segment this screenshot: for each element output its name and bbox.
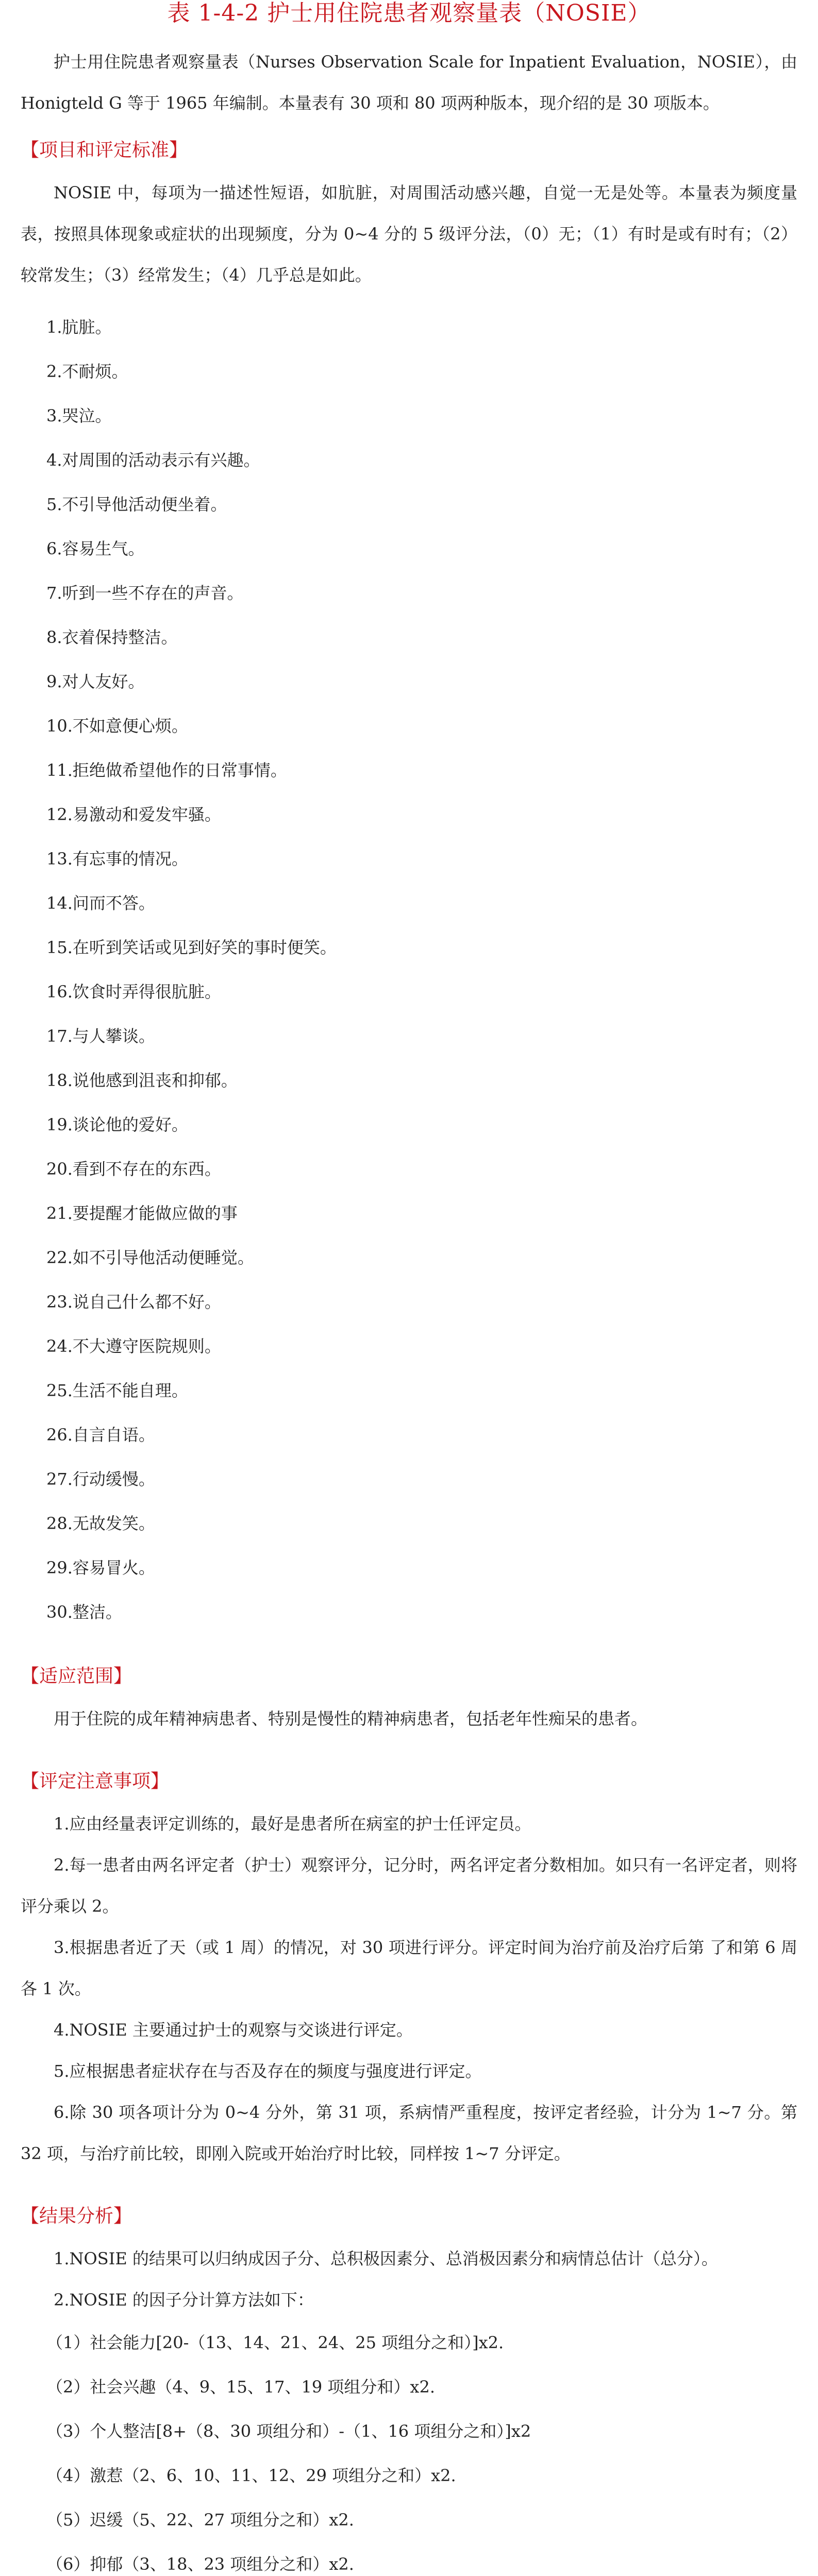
analysis-item: 2.NOSIE 的因子分计算方法如下： [54,2290,314,2310]
note-item: 3.根据患者近了天（或 1 周）的情况，对 30 项进行评分。评定时间为治疗前及治疗后第 了和第 6 周各 1 次。 [21,1938,797,1998]
items-list [21,305,797,1634]
list-item: 10.不如意便心烦。 [46,716,188,736]
analysis-item: 1.NOSIE 的结果可以归纳成因子分、总积极因素分、总消极因素分和病情总估计（总分）。 [54,2249,718,2268]
list-item: 8.衣着保持整洁。 [46,628,178,647]
note-item: 4.NOSIE 主要通过护士的观察与交谈进行评定。 [54,2020,413,2040]
list-item: 16.饮食时弄得很肮脏。 [46,982,221,1002]
factor-formula: （1）社会能力[20-（13、14、21、24、25 项组分之和）]x2. [46,2333,504,2352]
factor-formula: （2）社会兴趣（4、9、15、17、19 项组分和）x2. [46,2377,435,2397]
list-item: 6.容易生气。 [46,539,145,558]
note-item: 5.应根据患者症状存在与否及存在的频度与强度进行评定。 [54,2061,482,2081]
note-item: 2.每一患者由两名评定者（护士）观察评分，记分时，两名评定者分数相加。如只有一名评定者，则将评分乘以 2。 [21,1855,797,1916]
list-item: 26.自言自语。 [46,1425,155,1445]
list-item: 22.如不引导他活动便睡觉。 [46,1248,254,1267]
list-item: 14.问而不答。 [46,893,155,913]
intro-paragraph: 护士用住院患者观察量表（Nurses Observation Scale for Inpatient Evaluation，NOSIE），由 Honigteld G 等于 1965 年编制。本量表有 30 项和 80 项两种版本，现介绍的是 30 项版本。 [21,52,797,113]
factor-formula: （6）抑郁（3、18、23 项组分之和）x2. [46,2554,354,2574]
list-item: 23.说自己什么都不好。 [46,1292,221,1312]
document-title: 表 1-4-2 护士用住院患者观察量表（NOSIE） [167,0,651,26]
list-item: 2.不耐烦。 [46,362,128,381]
list-item: 12.易激动和爱发牢骚。 [46,805,221,824]
list-item: 9.对人友好。 [46,672,145,691]
list-item: 13.有忘事的情况。 [46,849,188,869]
items-description: NOSIE 中，每项为一描述性短语，如肮脏，对周围活动感兴趣，自觉一无是处等。本量表为频度量表，按照具体现象或症状的出现频度，分为 0~4 分的 5 级评分法，（0）无；（1）有时是或有时有；（2）较常发生；（3）经常发生；（4）几乎总是如此。 [21,183,797,285]
section-heading-scope: 【适应范围】 [21,1666,132,1687]
note-item: 6.除 30 项各项计分为 0~4 分外，第 31 项，系病情严重程度，按评定者经验，计分为 1~7 分。第 32 项，与治疗前比较，即刚入院或开始治疗时比较，同样按 1~7 分评定。 [21,2103,797,2163]
note-item: 1.应由经量表评定训练的，最好是患者所在病室的护士任评定员。 [54,1814,531,1834]
list-item: 15.在听到笑话或见到好笑的事时便笑。 [46,938,337,957]
factor-formula: （5）迟缓（5、22、27 项组分之和）x2. [46,2510,354,2530]
list-item: 11.拒绝做希望他作的日常事情。 [46,760,287,780]
list-item: 19.谈论他的爱好。 [46,1115,188,1134]
list-item: 5.不引导他活动便坐着。 [46,495,227,514]
list-item: 29.容易冒火。 [46,1558,155,1578]
list-item: 7.听到一些不存在的声音。 [46,583,244,603]
section-heading-analysis: 【结果分析】 [21,2206,132,2227]
list-item: 25.生活不能自理。 [46,1381,188,1400]
factor-formula: （3）个人整洁[8+（8、30 项组分和）-（1、16 项组分之和）]x2 [46,2421,531,2441]
list-item: 4.对周围的活动表示有兴趣。 [46,450,260,470]
scope-paragraph: 用于住院的成年精神病患者、特别是慢性的精神病患者，包括老年性痴呆的患者。 [54,1709,648,1728]
section-heading-notes: 【评定注意事项】 [21,1771,170,1792]
list-item: 27.行动缓慢。 [46,1469,155,1489]
list-item: 20.看到不存在的东西。 [46,1159,221,1179]
list-item: 1.肮脏。 [46,317,112,337]
list-item: 28.无故发笑。 [46,1514,155,1533]
list-item: 30.整洁。 [46,1602,122,1622]
list-item: 3.哭泣。 [46,406,112,426]
list-item: 18.说他感到沮丧和抑郁。 [46,1071,238,1090]
list-item: 21.要提醒才能做应做的事 [46,1204,238,1223]
section-heading-items: 【项目和评定标准】 [21,140,188,161]
list-item: 17.与人攀谈。 [46,1026,155,1046]
list-item: 24.不大遵守医院规则。 [46,1336,221,1356]
factor-formula: （4）激惹（2、6、10、11、12、29 项组分之和）x2. [46,2466,456,2485]
